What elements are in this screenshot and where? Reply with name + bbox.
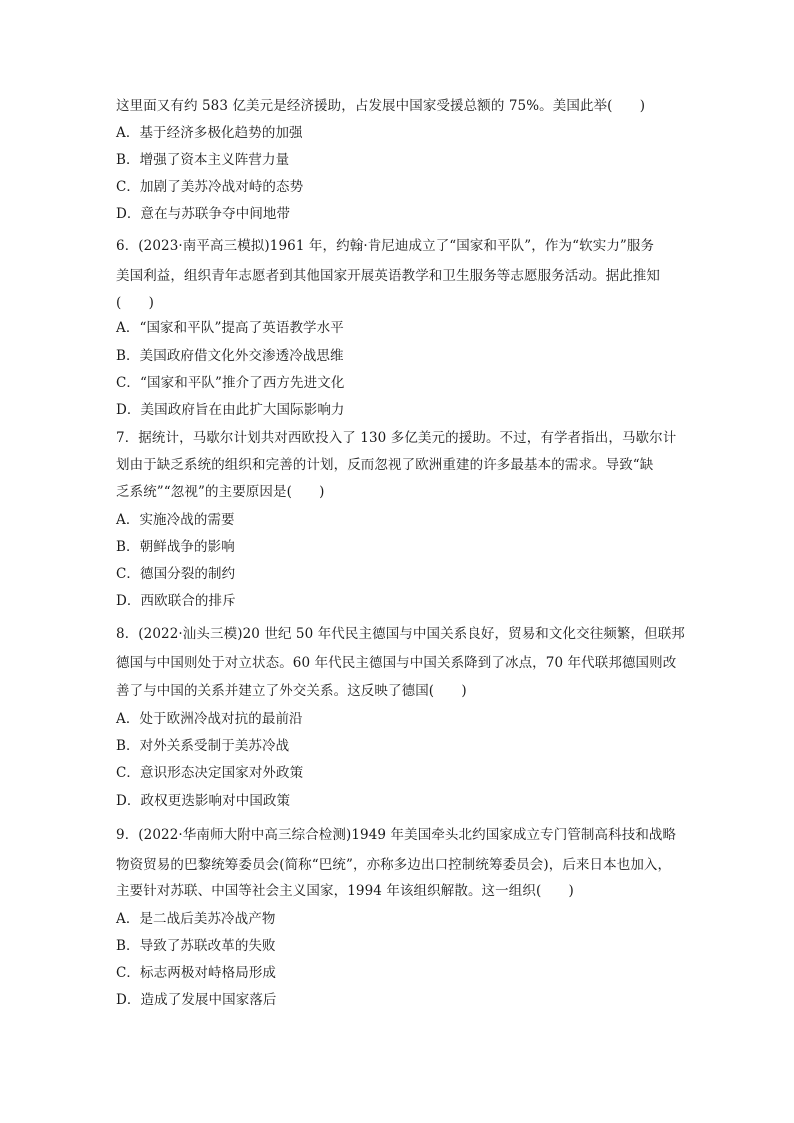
q8-option-c: C．意识形态决定国家对外政策 bbox=[116, 765, 304, 781]
q7-stem-line-3: 乏系统”“忽视”的主要原因是( ) bbox=[116, 484, 325, 500]
q6-option-c: C．“国家和平队”推介了西方先进文化 bbox=[116, 375, 345, 391]
q9-stem-line-3: 主要针对苏联、中国等社会主义国家，1994 年该组织解散。这一组织( ) bbox=[116, 883, 574, 899]
q9-option-a: A．是二战后美苏冷战产物 bbox=[116, 911, 276, 927]
q8-stem-line-2: 德国与中国则处于对立状态。60 年代民主德国与中国关系降到了冰点，70 年代联邦德国则改 bbox=[116, 655, 677, 671]
q9-stem-line-1: 9．(2022·华南师大附中高三综合检测)1949 年美国牵头北约国家成立专门管制高科技和战略 bbox=[116, 827, 677, 843]
q5-option-d: D．意在与苏联争夺中间地带 bbox=[116, 206, 291, 222]
q6-option-a: A．“国家和平队”提高了英语教学水平 bbox=[116, 320, 344, 336]
q8-option-d: D．政权更迭影响对中国政策 bbox=[116, 793, 291, 809]
q6-stem-line-1: 6．(2023·南平高三模拟)1961 年，约翰·肯尼迪成立了“国家和平队”，作为“软实力”服务 bbox=[116, 238, 655, 254]
q5-option-a: A．基于经济多极化趋势的加强 bbox=[116, 125, 303, 141]
q6-option-b: B．美国政府借文化外交渗透冷战思维 bbox=[116, 348, 344, 364]
q8-option-a: A．处于欧洲冷战对抗的最前沿 bbox=[116, 711, 303, 727]
q6-stem-line-3: ( ) bbox=[116, 295, 154, 311]
q9-stem-line-2: 物资贸易的巴黎统筹委员会(简称“巴统”，亦称多边出口控制统筹委员会)，后来日本也加入， bbox=[116, 857, 672, 873]
q7-option-a: A．实施冷战的需要 bbox=[116, 512, 235, 528]
q7-option-b: B．朝鲜战争的影响 bbox=[116, 539, 235, 555]
q9-option-c: C．标志两极对峙格局形成 bbox=[116, 965, 277, 981]
q5-option-b: B．增强了资本主义阵营力量 bbox=[116, 152, 290, 168]
q9-option-b: B．导致了苏联改革的失败 bbox=[116, 938, 276, 954]
q5-stem-line: 这里面又有约 583 亿美元是经济援助，占发展中国家受援总额的 75%。美国此举( ) bbox=[116, 98, 646, 114]
q7-stem-line-2: 划由于缺乏系统的组织和完善的计划，反而忽视了欧洲重建的许多最基本的需求。导致“缺 bbox=[116, 457, 654, 473]
q8-option-b: B．对外关系受制于美苏冷战 bbox=[116, 738, 290, 754]
q8-stem-line-3: 善了与中国的关系并建立了外交关系。这反映了德国( ) bbox=[116, 683, 467, 699]
q9-option-d: D．造成了发展中国家落后 bbox=[116, 992, 277, 1008]
q6-option-d: D．美国政府旨在由此扩大国际影响力 bbox=[116, 402, 345, 418]
q5-option-c: C．加剧了美苏冷战对峙的态势 bbox=[116, 179, 304, 195]
q7-option-d: D．西欧联合的排斥 bbox=[116, 593, 236, 609]
q7-stem-line-1: 7．据统计，马歇尔计划共对西欧投入了 130 多亿美元的援助。不过，有学者指出，马歇尔计 bbox=[116, 430, 677, 446]
q7-option-c: C．德国分裂的制约 bbox=[116, 566, 236, 582]
q8-stem-line-1: 8．(2022·汕头三模)20 世纪 50 年代民主德国与中国关系良好，贸易和文化交往频繁，但联邦 bbox=[116, 626, 685, 642]
q6-stem-line-2: 美国利益，组织青年志愿者到其他国家开展英语教学和卫生服务等志愿服务活动。据此推知 bbox=[116, 268, 660, 284]
